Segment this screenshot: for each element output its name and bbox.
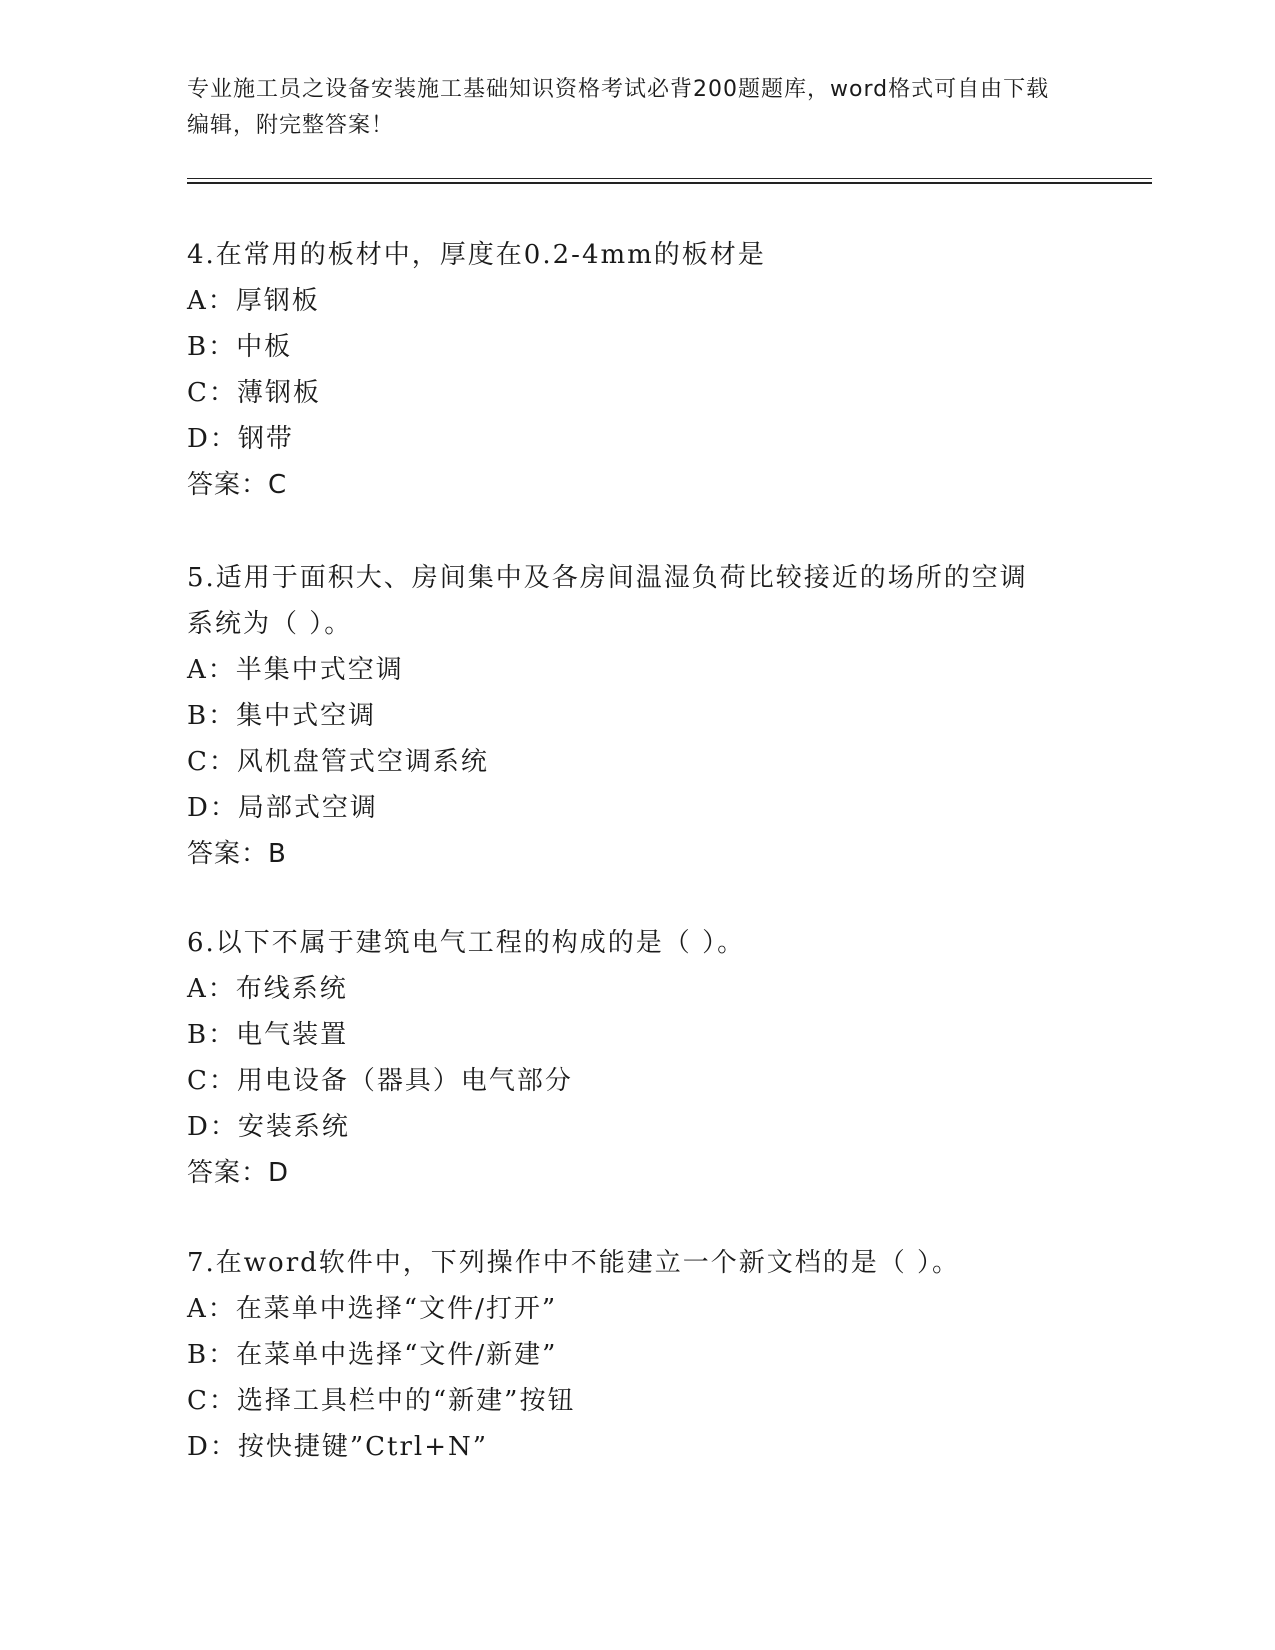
option-a: A：在菜单中选择“文件/打开” — [187, 1294, 558, 1324]
question-5 — [187, 555, 1087, 877]
answer: 答案：B — [187, 839, 287, 869]
header-divider-thin — [187, 178, 1152, 179]
option-a: A：布线系统 — [187, 974, 348, 1004]
option-a: A：半集中式空调 — [187, 655, 404, 685]
option-c: C：选择工具栏中的“新建”按钮 — [187, 1386, 576, 1416]
option-a: A：厚钢板 — [187, 286, 320, 316]
option-d: D：安装系统 — [187, 1112, 350, 1142]
answer: 答案：C — [187, 470, 288, 500]
question-stem: 6.以下不属于建筑电气工程的构成的是（ ）。 — [187, 928, 746, 958]
option-d: D：钢带 — [187, 424, 294, 454]
header-divider-thick — [187, 182, 1152, 184]
question-stem-line-2: 系统为（ ）。 — [187, 609, 353, 639]
header-title: 专业施工员之设备安装施工基础知识资格考试必背200题题库，word格式可自由下载编辑，附完整答案！ — [187, 77, 1050, 138]
option-b: B：集中式空调 — [187, 701, 377, 731]
option-b: B：电气装置 — [187, 1020, 349, 1050]
question-stem-line-1: 5.适用于面积大、房间集中及各房间温湿负荷比较接近的场所的空调 — [187, 563, 1028, 593]
option-c: C：薄钢板 — [187, 378, 321, 408]
option-b: B：中板 — [187, 332, 293, 362]
question-4 — [187, 232, 1087, 508]
option-c: C：用电设备（器具）电气部分 — [187, 1066, 573, 1096]
option-b: B：在菜单中选择“文件/新建” — [187, 1340, 558, 1370]
question-7 — [187, 1240, 1087, 1470]
question-6 — [187, 920, 1087, 1196]
question-stem: 7.在word软件中，下列操作中不能建立一个新文档的是（ ）。 — [187, 1248, 961, 1278]
question-stem: 4.在常用的板材中，厚度在0.2-4mm的板材是 — [187, 240, 766, 270]
option-d: D：按快捷键”Ctrl+N” — [187, 1432, 489, 1462]
option-c: C：风机盘管式空调系统 — [187, 747, 489, 777]
option-d: D：局部式空调 — [187, 793, 378, 823]
document-header — [187, 72, 1067, 144]
answer: 答案：D — [187, 1158, 290, 1188]
